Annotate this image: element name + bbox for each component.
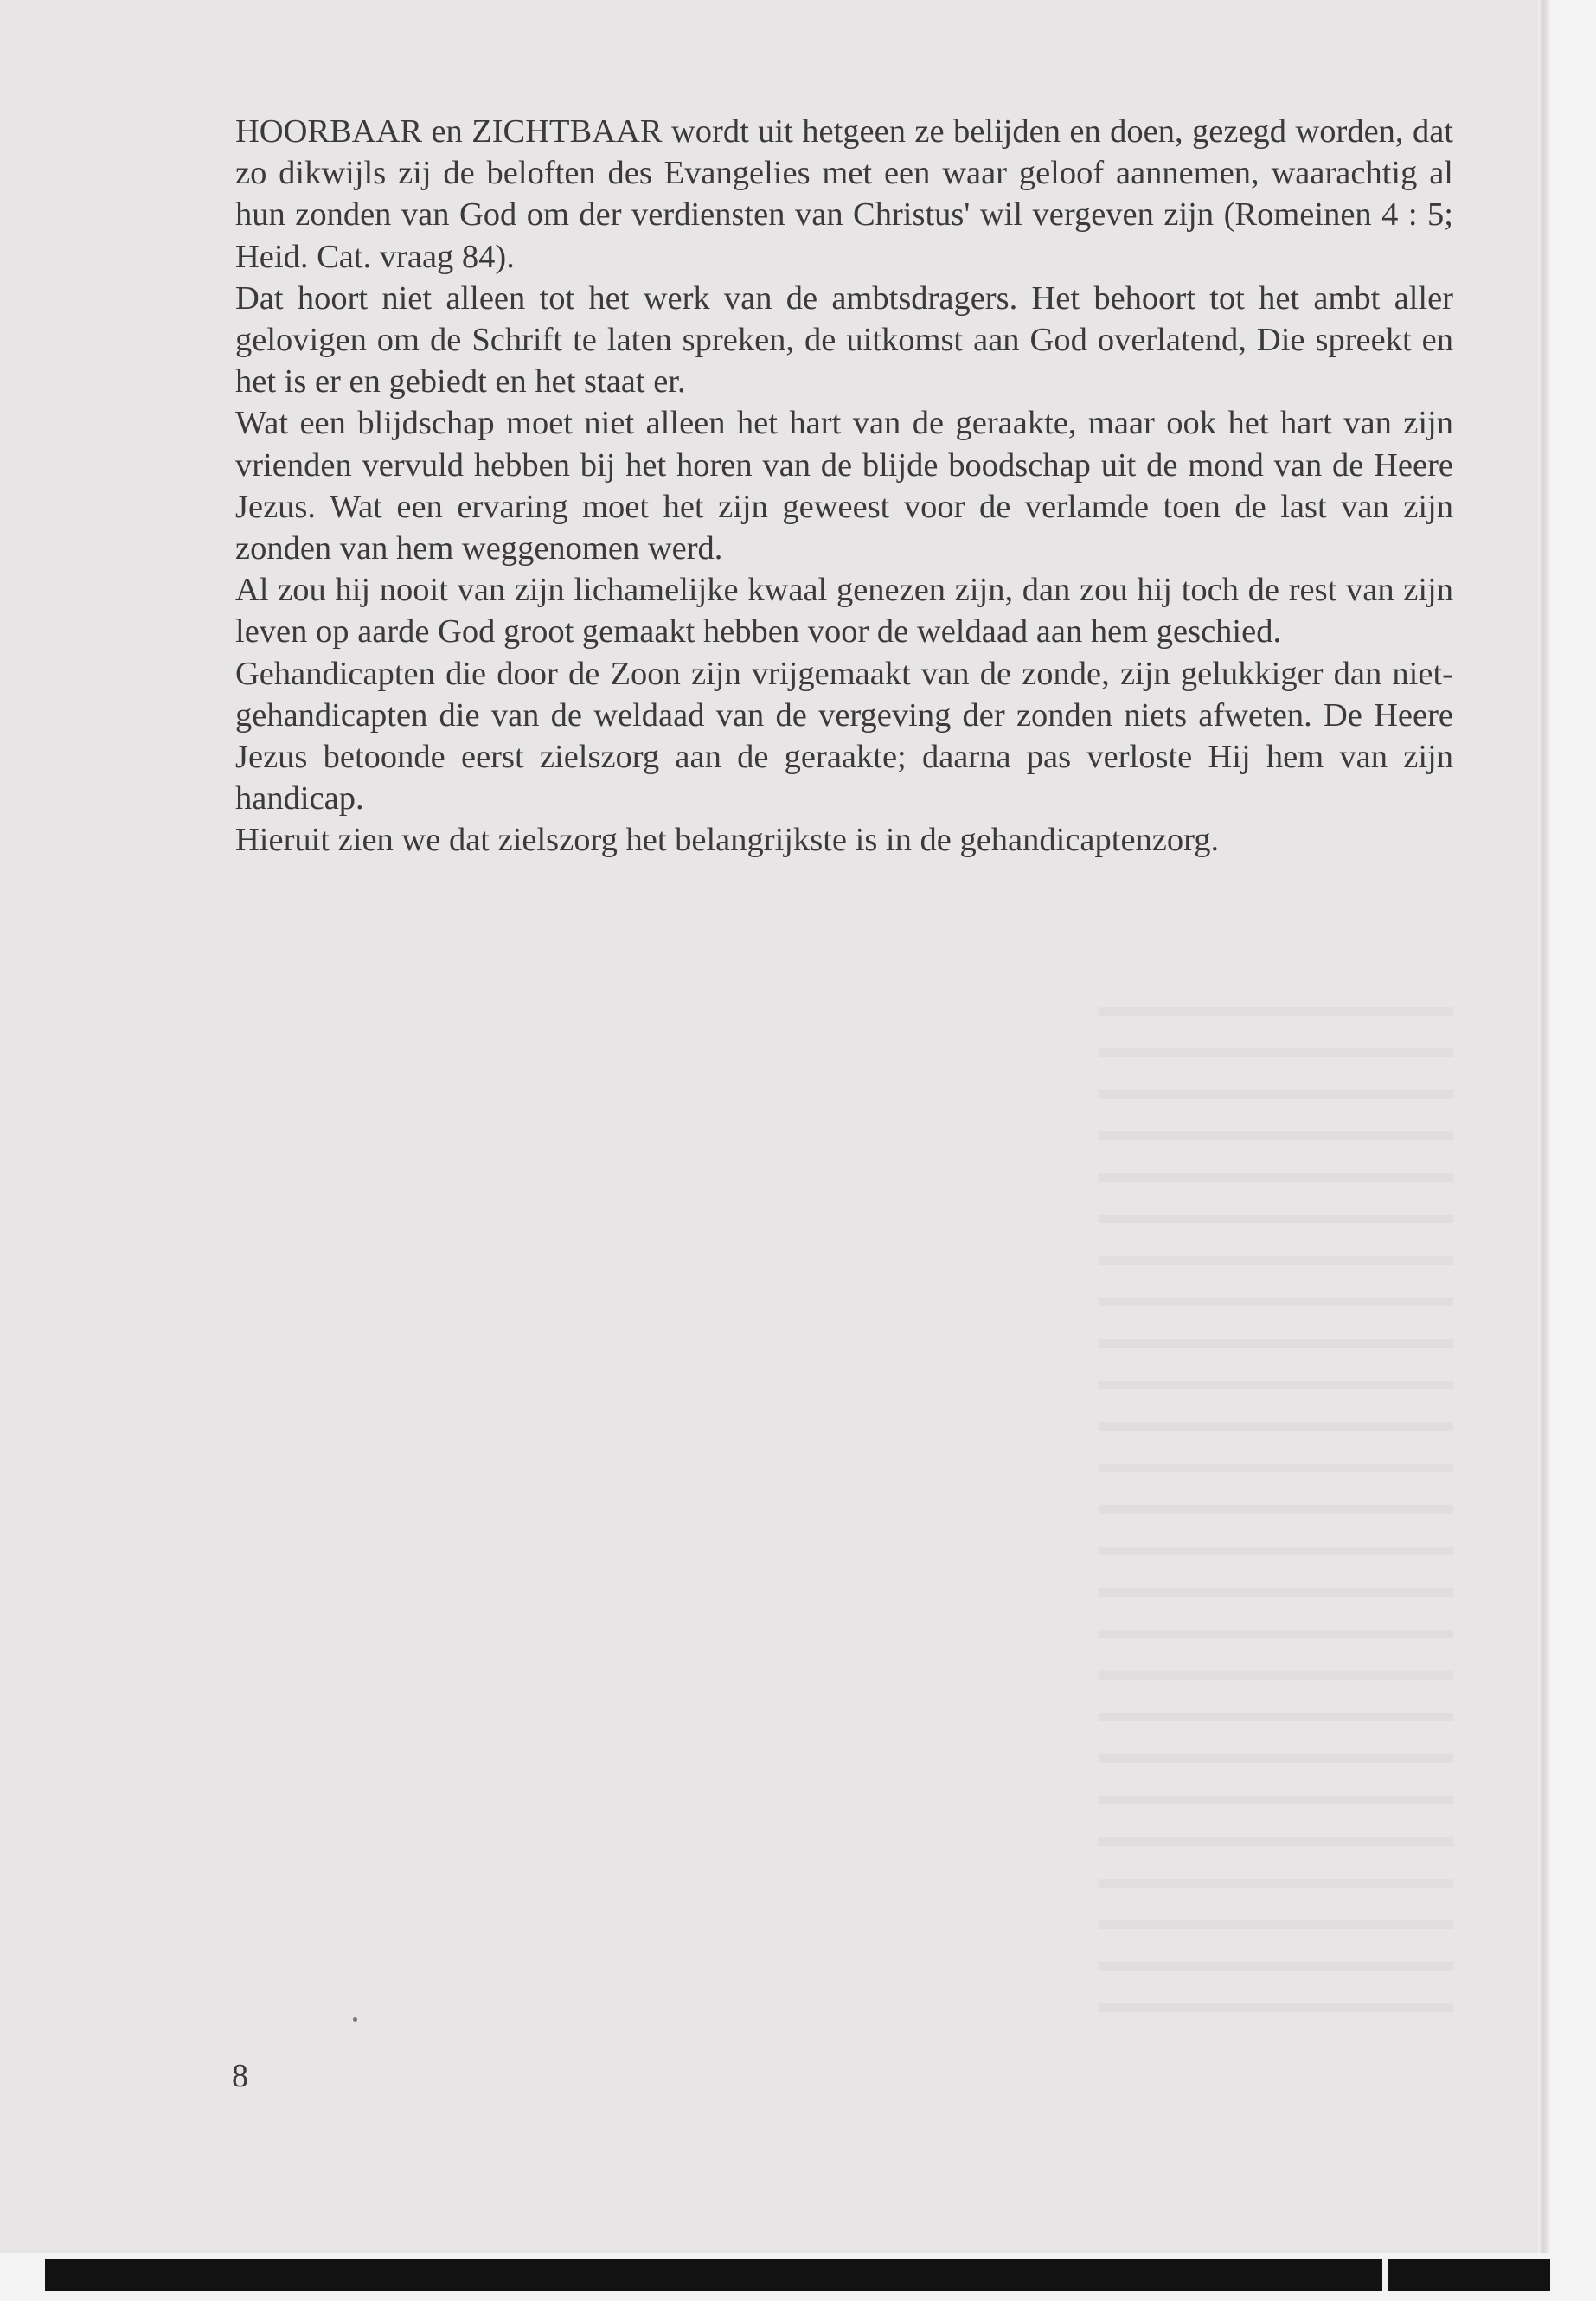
paragraph-1: HOORBAAR en ZICHTBAAR wordt uit hetgeen ze belijden en doen, gezegd worden, dat zo dikwijls zij de beloften des Evangelies met een waar geloof aannemen, waarachtig al hun zonden van God om der verdiensten van Christus' wil vergeven zijn (Romeinen 4 : 5; Heid. Cat. vraag 84). bbox=[235, 113, 1453, 275]
paragraph-4: Al zou hij nooit van zijn lichamelijke kwaal genezen zijn, dan zou hij toch de rest van zijn leven op aarde God groot gemaakt hebben voor de weldaad aan hem geschied. bbox=[235, 572, 1453, 651]
book-spine-bar bbox=[45, 2259, 1550, 2291]
spine-bar-notch bbox=[1382, 2259, 1388, 2291]
page-edge-shadow bbox=[1538, 0, 1550, 2266]
print-speck bbox=[353, 2017, 357, 2022]
page-number: 8 bbox=[232, 2058, 248, 2094]
scan-margin-right bbox=[1550, 0, 1596, 2301]
show-through-text bbox=[1099, 977, 1453, 2041]
paragraph-2: Dat hoort niet alleen tot het werk van de ambtsdragers. Het behoort tot het ambt aller gelovigen om de Schrift te laten spreken, de uitkomst aan God overlatend, Die spreekt en het is er en gebiedt en het staat er. bbox=[235, 279, 1453, 401]
paragraph-3: Wat een blijdschap moet niet alleen het hart van de geraakte, maar ook het hart van zijn vrienden vervuld hebben bij het horen van de blijde boodschap uit de mond van de Heere Jezus. Wat een ervaring moet het zijn geweest voor de verlamde toen de last van zijn zonden van hem weggenomen werd. bbox=[235, 405, 1453, 567]
body-text bbox=[235, 111, 1453, 862]
paragraph-5: Gehandicapten die door de Zoon zijn vrijgemaakt van de zonde, zijn gelukkiger dan niet-gehandicapten die van de weldaad van de vergeving der zonden niets afweten. De Heere Jezus betoonde eerst zielszorg aan de geraakte; daarna pas verloste Hij hem van zijn handicap. bbox=[235, 655, 1453, 817]
paragraph-6: Hieruit zien we dat zielszorg het belangrijkste is in de gehandicaptenzorg. bbox=[235, 822, 1220, 859]
